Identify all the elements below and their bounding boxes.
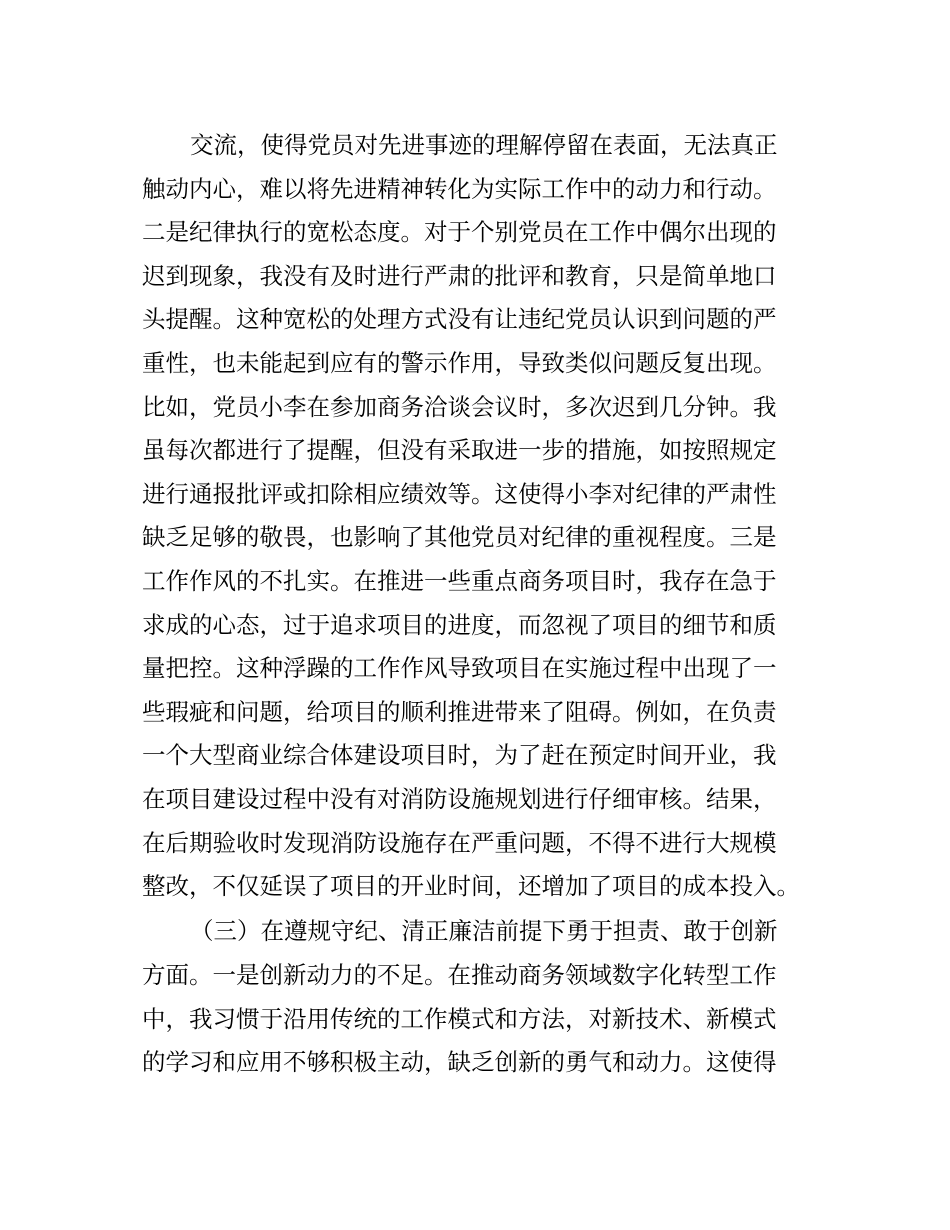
- paragraph-line: 工作作风的不扎实。在推进一些重点商务项目时，我存在急于: [142, 566, 777, 595]
- paragraph-line: 在项目建设过程中没有对消防设施规划进行仔细审核。结果，: [142, 784, 777, 813]
- paragraph-line: 比如，党员小李在参加商务洽谈会议时，多次迟到几分钟。我: [142, 392, 777, 421]
- paragraph-line: 二是纪律执行的宽松态度。对于个别党员在工作中偶尔出现的: [142, 218, 777, 247]
- paragraph-line: 一个大型商业综合体建设项目时，为了赶在预定时间开业，我: [142, 741, 777, 770]
- paragraph-line: 头提醒。这种宽松的处理方式没有让违纪党员认识到问题的严: [142, 305, 777, 334]
- paragraph-line: 的学习和应用不够积极主动，缺乏创新的勇气和动力。这使得: [142, 1048, 777, 1077]
- paragraph-line: 整改，不仅延误了项目的开业时间，还增加了项目的成本投入。: [142, 872, 800, 901]
- paragraph-line: 些瑕疵和问题，给项目的顺利推进带来了阻碍。例如，在负责: [142, 697, 777, 726]
- paragraph-line: 交流，使得党员对先进事迹的理解停留在表面，无法真正: [190, 131, 778, 159]
- paragraph-line: 虽每次都进行了提醒，但没有采取进一步的措施，如按照规定: [142, 436, 777, 465]
- paragraph-line: 缺乏足够的敬畏，也影响了其他党员对纪律的重视程度。三是: [142, 523, 777, 552]
- paragraph-line: 中，我习惯于沿用传统的工作模式和方法，对新技术、新模式: [142, 1004, 777, 1033]
- paragraph-line: 求成的心态，过于追求项目的进度，而忽视了项目的细节和质: [142, 610, 777, 639]
- paragraph-line: 触动内心，难以将先进精神转化为实际工作中的动力和行动。: [142, 174, 777, 203]
- paragraph-line: 进行通报批评或扣除相应绩效等。这使得小李对纪律的严肃性: [142, 479, 777, 508]
- paragraph-1: [142, 124, 822, 909]
- paragraph-line: 量把控。这种浮躁的工作作风导致项目在实施过程中出现了一: [142, 654, 777, 683]
- paragraph-line: 方面。一是创新动力的不足。在推动商务领域数字化转型工作: [142, 960, 777, 989]
- paragraph-2: [142, 910, 822, 1085]
- paragraph-line: 重性，也未能起到应有的警示作用，导致类似问题反复出现。: [142, 348, 777, 377]
- paragraph-line: 在后期验收时发现消防设施存在严重问题，不得不进行大规模: [142, 828, 777, 857]
- paragraph-line: 迟到现象，我没有及时进行严肃的批评和教育，只是简单地口: [142, 261, 777, 290]
- paragraph-line: （三）在遵规守纪、清正廉洁前提下勇于担责、敢于创新: [190, 917, 778, 945]
